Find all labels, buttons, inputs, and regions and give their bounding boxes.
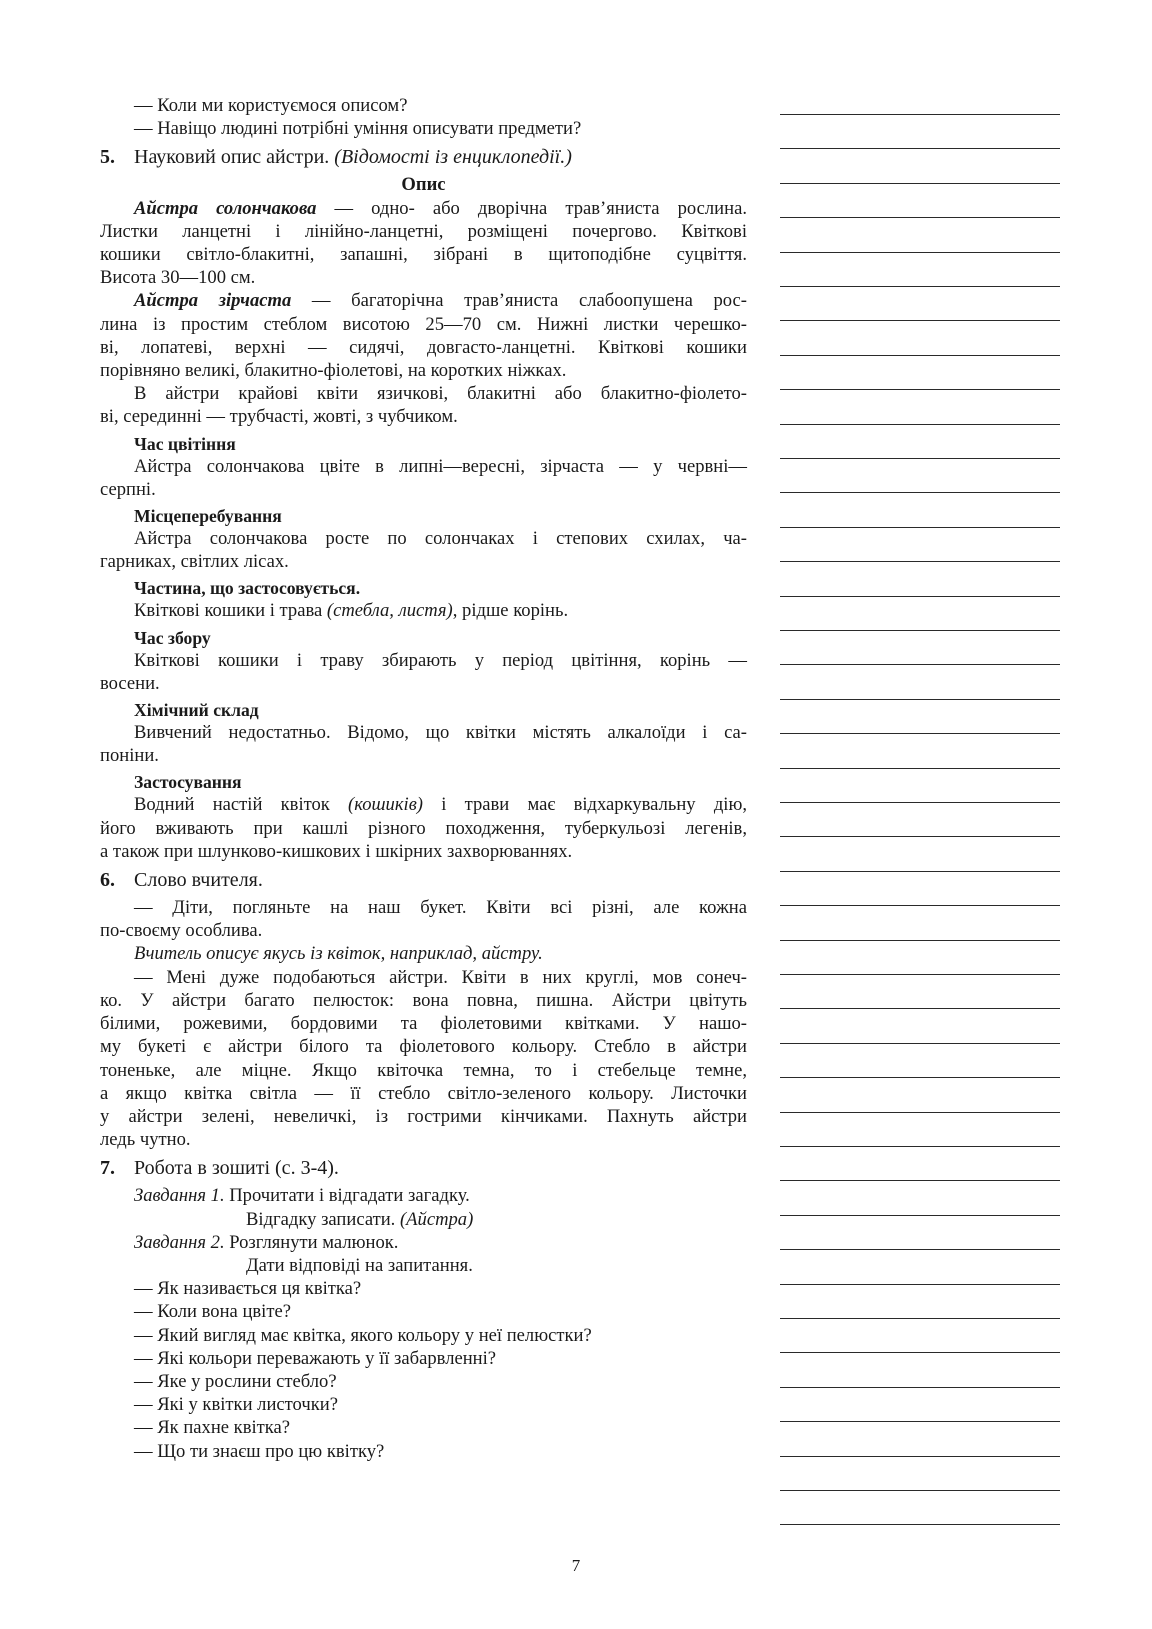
note-line <box>780 286 1060 287</box>
main-text <box>100 94 747 1463</box>
chem-line-2: поніни. <box>100 745 159 767</box>
p2-line-2: лина із простим стеблом висотою 25—70 см. Нижні листки черешко- <box>100 313 747 335</box>
note-line <box>780 114 1060 115</box>
s6-p2-line-4: му букеті є айстри білого та фіолетового кольору. Стебло в айстри <box>100 1036 747 1058</box>
section-5-title-note: (Відомості із енциклопедії.) <box>334 146 572 169</box>
question-2: — Коли вона цвіте? <box>134 1301 291 1323</box>
habitat-line-2: гарниках, світлих лісах. <box>100 551 289 573</box>
note-line <box>780 974 1060 975</box>
note-line <box>780 1318 1060 1319</box>
habitat-title: Місцеперебування <box>134 506 282 527</box>
bloom-line-1: Айстра солончакова цвіте в липні—вересні, зірчаста — у червні— <box>134 455 747 477</box>
note-line <box>780 355 1060 356</box>
s6-p1-line-2: по-своєму особлива. <box>100 920 263 942</box>
note-line <box>780 1077 1060 1078</box>
note-line <box>780 1215 1060 1216</box>
note-line <box>780 630 1060 631</box>
note-line <box>780 905 1060 906</box>
s6-p2-line-5: тоненьке, але міцне. Якщо квіточка темна, то і стебельце темне, <box>100 1059 747 1081</box>
note-line <box>780 802 1060 803</box>
note-line <box>780 1284 1060 1285</box>
question-7: — Як пахне квітка? <box>134 1417 291 1439</box>
s6-p2-line-8: ледь чутно. <box>100 1129 191 1151</box>
note-line <box>780 1352 1060 1353</box>
note-line <box>780 836 1060 837</box>
note-line <box>780 596 1060 597</box>
use-line-1: Водний настій квіток (кошиків) і трави має відхаркувальну дію, <box>134 794 747 816</box>
s6-p1-line-1: — Діти, погляньте на наш букет. Квіти всі різні, але кожна <box>134 897 747 919</box>
section-6-title: Слово вчителя. <box>134 869 263 892</box>
note-line <box>780 1524 1060 1525</box>
note-line <box>780 458 1060 459</box>
chem-title: Хімічний склад <box>134 700 259 721</box>
chem-line-1: Вивчений недостатньо. Відомо, що квітки містять алкалоїди і са- <box>134 722 747 744</box>
use-title: Застосування <box>134 772 242 793</box>
note-line <box>780 1249 1060 1250</box>
s6-p2-line-7: у айстри зелені, невеличкі, із гострими кінчиками. Пахнуть айстри <box>100 1105 747 1127</box>
question-1: — Як називається ця квітка? <box>134 1278 362 1300</box>
note-line <box>780 1490 1060 1491</box>
note-line <box>780 252 1060 253</box>
habitat-line-1: Айстра солончакова росте по солончаках і степових схилах, ча- <box>134 528 747 550</box>
section-6-header <box>100 867 747 893</box>
question-6: — Які у квітки листочки? <box>134 1394 338 1416</box>
note-line <box>780 183 1060 184</box>
page-number: 7 <box>571 1556 581 1575</box>
note-line <box>780 699 1060 700</box>
note-line <box>780 940 1060 941</box>
section-7-title: Робота в зошиті (с. 3-4). <box>134 1157 339 1180</box>
note-line <box>780 1387 1060 1388</box>
note-line <box>780 1421 1060 1422</box>
note-line <box>780 1180 1060 1181</box>
section-5-header <box>100 144 747 170</box>
note-line <box>780 664 1060 665</box>
note-line <box>780 768 1060 769</box>
p1-line-2: Листки ланцетні і лінійно-ланцетні, розміщені почергово. Квіткові <box>100 220 747 242</box>
s6-note: Вчитель описує якусь із квіток, наприклад, айстру. <box>134 943 543 965</box>
task-2: Завдання 2. Розглянути малюнок. <box>134 1231 399 1253</box>
task-1-label: Завдання 1. <box>134 1185 225 1207</box>
note-line <box>780 424 1060 425</box>
note-line <box>780 1043 1060 1044</box>
s6-p2-line-3: білими, рожевими, бордовими та фіолетовими квітками. У нашо- <box>100 1013 747 1035</box>
p2-line-3: ві, лопатеві, верхні — сидячі, довгасто-ланцетні. Квіткові кошики <box>100 336 747 358</box>
s6-p2-line-6: а якщо квітка світла — її стебло світло-зеленого кольору. Листочки <box>100 1082 747 1104</box>
p2-term: Айстра зірчаста <box>134 290 292 312</box>
section-7-header <box>100 1155 747 1181</box>
p3-line-1: В айстри крайові квіти язичкові, блакитні або блакитно-фіолето- <box>134 383 747 405</box>
note-line <box>780 1456 1060 1457</box>
section-5-heading: Опис <box>401 174 446 196</box>
bloom-title: Час цвітіння <box>134 433 236 454</box>
task-1-cont: Відгадку записати. (Айстра) <box>246 1208 474 1230</box>
section-7-number: 7. <box>100 1157 115 1180</box>
note-lines <box>780 0 1060 1629</box>
p2-line-4: порівняно великі, блакитно-фіолетові, на коротких ніжках. <box>100 360 567 382</box>
p3-line-2: ві, серединні — трубчасті, жовті, з чубчиком. <box>100 406 458 428</box>
s6-p2-line-1: — Мені дуже подобаються айстри. Квіти в них круглі, мов сонеч- <box>134 966 747 988</box>
part-line: Квіткові кошики і трава (стебла, листя), рідше корінь. <box>134 600 569 622</box>
note-line <box>780 492 1060 493</box>
task-2-label: Завдання 2. <box>134 1231 225 1253</box>
note-line <box>780 733 1060 734</box>
note-line <box>780 217 1060 218</box>
collect-title: Час збору <box>134 627 211 648</box>
collect-line-1: Квіткові кошики і траву збирають у період цвітіння, корінь — <box>134 649 747 671</box>
note-line <box>780 561 1060 562</box>
section-5-title: Науковий опис айстри. <box>134 146 330 169</box>
p2-line-1: Айстра зірчаста — багаторічна трав’яниста слабоопушена рос- <box>134 290 747 312</box>
question-3: — Який вигляд має квітка, якого кольору у неї пелюстки? <box>134 1324 592 1346</box>
s6-p2-line-2: ко. У айстри багато пелюсток: вона повна, пишна. Айстри цвітуть <box>100 989 747 1011</box>
p1-line-1: Айстра солончакова — одно- або дворічна трав’яниста рослина. <box>134 197 747 219</box>
question-8: — Що ти знаєш про цю квітку? <box>134 1440 385 1462</box>
section-5-number: 5. <box>100 146 115 169</box>
use-line-2: його вживають при кашлі різного походження, туберкульозі легенів, <box>100 817 747 839</box>
note-line <box>780 871 1060 872</box>
question-5: — Яке у рослини стебло? <box>134 1370 337 1392</box>
part-title: Частина, що застосовується. <box>134 578 361 599</box>
p1-line-4: Висота 30—100 см. <box>100 267 256 289</box>
note-line <box>780 527 1060 528</box>
collect-line-2: восени. <box>100 672 160 694</box>
question-4: — Які кольори переважають у її забарвленні? <box>134 1347 497 1369</box>
note-line <box>780 320 1060 321</box>
note-line <box>780 389 1060 390</box>
note-line <box>780 1008 1060 1009</box>
note-line <box>780 148 1060 149</box>
use-line-3: а також при шлунково-кишкових і шкірних захворюваннях. <box>100 840 573 862</box>
note-line <box>780 1146 1060 1147</box>
bloom-line-2: серпні. <box>100 478 156 500</box>
p1-line-3: кошики світло-блакитні, запашні, зібрані в щитоподібне суцвіття. <box>100 244 747 266</box>
task-2-cont: Дати відповіді на запитання. <box>246 1254 473 1276</box>
section-6-number: 6. <box>100 869 115 892</box>
note-line <box>780 1112 1060 1113</box>
task-1: Завдання 1. Прочитати і відгадати загадку. <box>134 1185 470 1207</box>
intro-question-1: — Коли ми користуємося описом? <box>134 95 408 116</box>
p1-term: Айстра солончакова <box>134 197 317 219</box>
intro-question-2: — Навіщо людині потрібні уміння описувати предмети? <box>134 118 582 140</box>
